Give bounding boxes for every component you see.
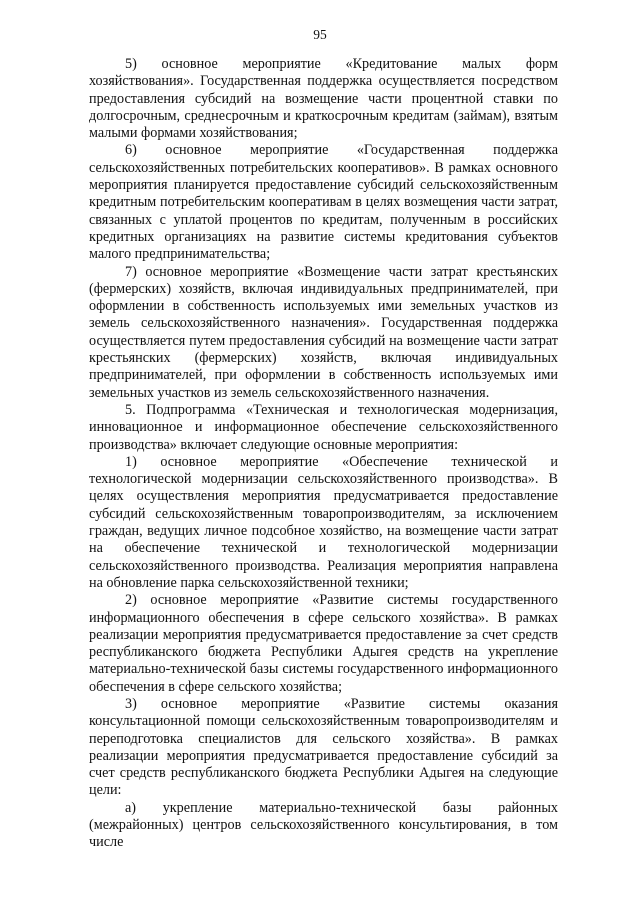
paragraph: 5. Подпрограмма «Техническая и технологическая модернизация, инновационное и информационное обеспечение сельскохозяйственного производства» включает следующие основные мероприятия:: [89, 401, 558, 453]
paragraph: 7) основное мероприятие «Возмещение части затрат крестьянских (фермерских) хозяйств, включая индивидуальных предпринимателей, при оформлении в собственность используемых ими земельных участков из земель сельскохозяйственного назначения». Государственная поддержка осуществляется путем предоставления субсидий на возмещение части затрат крестьянских (фермерских) хозяйств, включая индивидуальных предпринимателей, при оформлении в собственность используемых ими земельных участков из земель сельскохозяйственного назначения.: [89, 263, 558, 401]
page-number: 95: [313, 27, 327, 42]
paragraph: 3) основное мероприятие «Развитие системы оказания консультационной помощи сельскохозяйственным товаропроизводителям и переподготовка специалистов для сельского хозяйства». В рамках реализации мероприятия предусматривается предоставление субсидий за счет средств республиканского бюджета Республики Адыгея на следующие цели:: [89, 695, 558, 799]
document-body: [89, 56, 558, 852]
paragraph: а) укрепление материально-технической базы районных (межрайонных) центров сельскохозяйственного консультирования, в том числе: [89, 799, 558, 851]
paragraph: 5) основное мероприятие «Кредитование малых форм хозяйствования». Государственная поддержка осуществляется посредством предоставления субсидий на возмещение части процентной ставки по долгосрочным, среднесрочным и краткосрочным кредитам (займам), взятым малыми формами хозяйствования;: [89, 56, 558, 142]
paragraph: 1) основное мероприятие «Обеспечение технической и технологической модернизации сельскохозяйственного производства». В целях осуществления мероприятия предусматривается предоставление субсидий сельскохозяйственным товаропроизводителям, за исключением граждан, ведущих личное подсобное хозяйство, на возмещение части затрат на обеспечение технической и технологической модернизации сельскохозяйственного производства. Реализация мероприятия направлена на обновление парка сельскохозяйственной техники;: [89, 453, 558, 591]
paragraph: 6) основное мероприятие «Государственная поддержка сельскохозяйственных потребительских кооперативов». В рамках основного мероприятия планируется предоставление субсидий сельскохозяйственным кредитным потребительским кооперативам в целях возмещения части затрат, связанных с уплатой процентов по кредитам, полученным в российских кредитных организациях на развитие системы кредитования субъектов малого предпринимательства;: [89, 142, 558, 263]
paragraph: 2) основное мероприятие «Развитие системы государственного информационного обеспечения в сфере сельского хозяйства». В рамках реализации мероприятия предусматривается предоставление за счет средств республиканского бюджета Республики Адыгея средств на укрепление материально-технической базы системы государственного информационного обеспечения в сфере сельского хозяйства;: [89, 592, 558, 695]
